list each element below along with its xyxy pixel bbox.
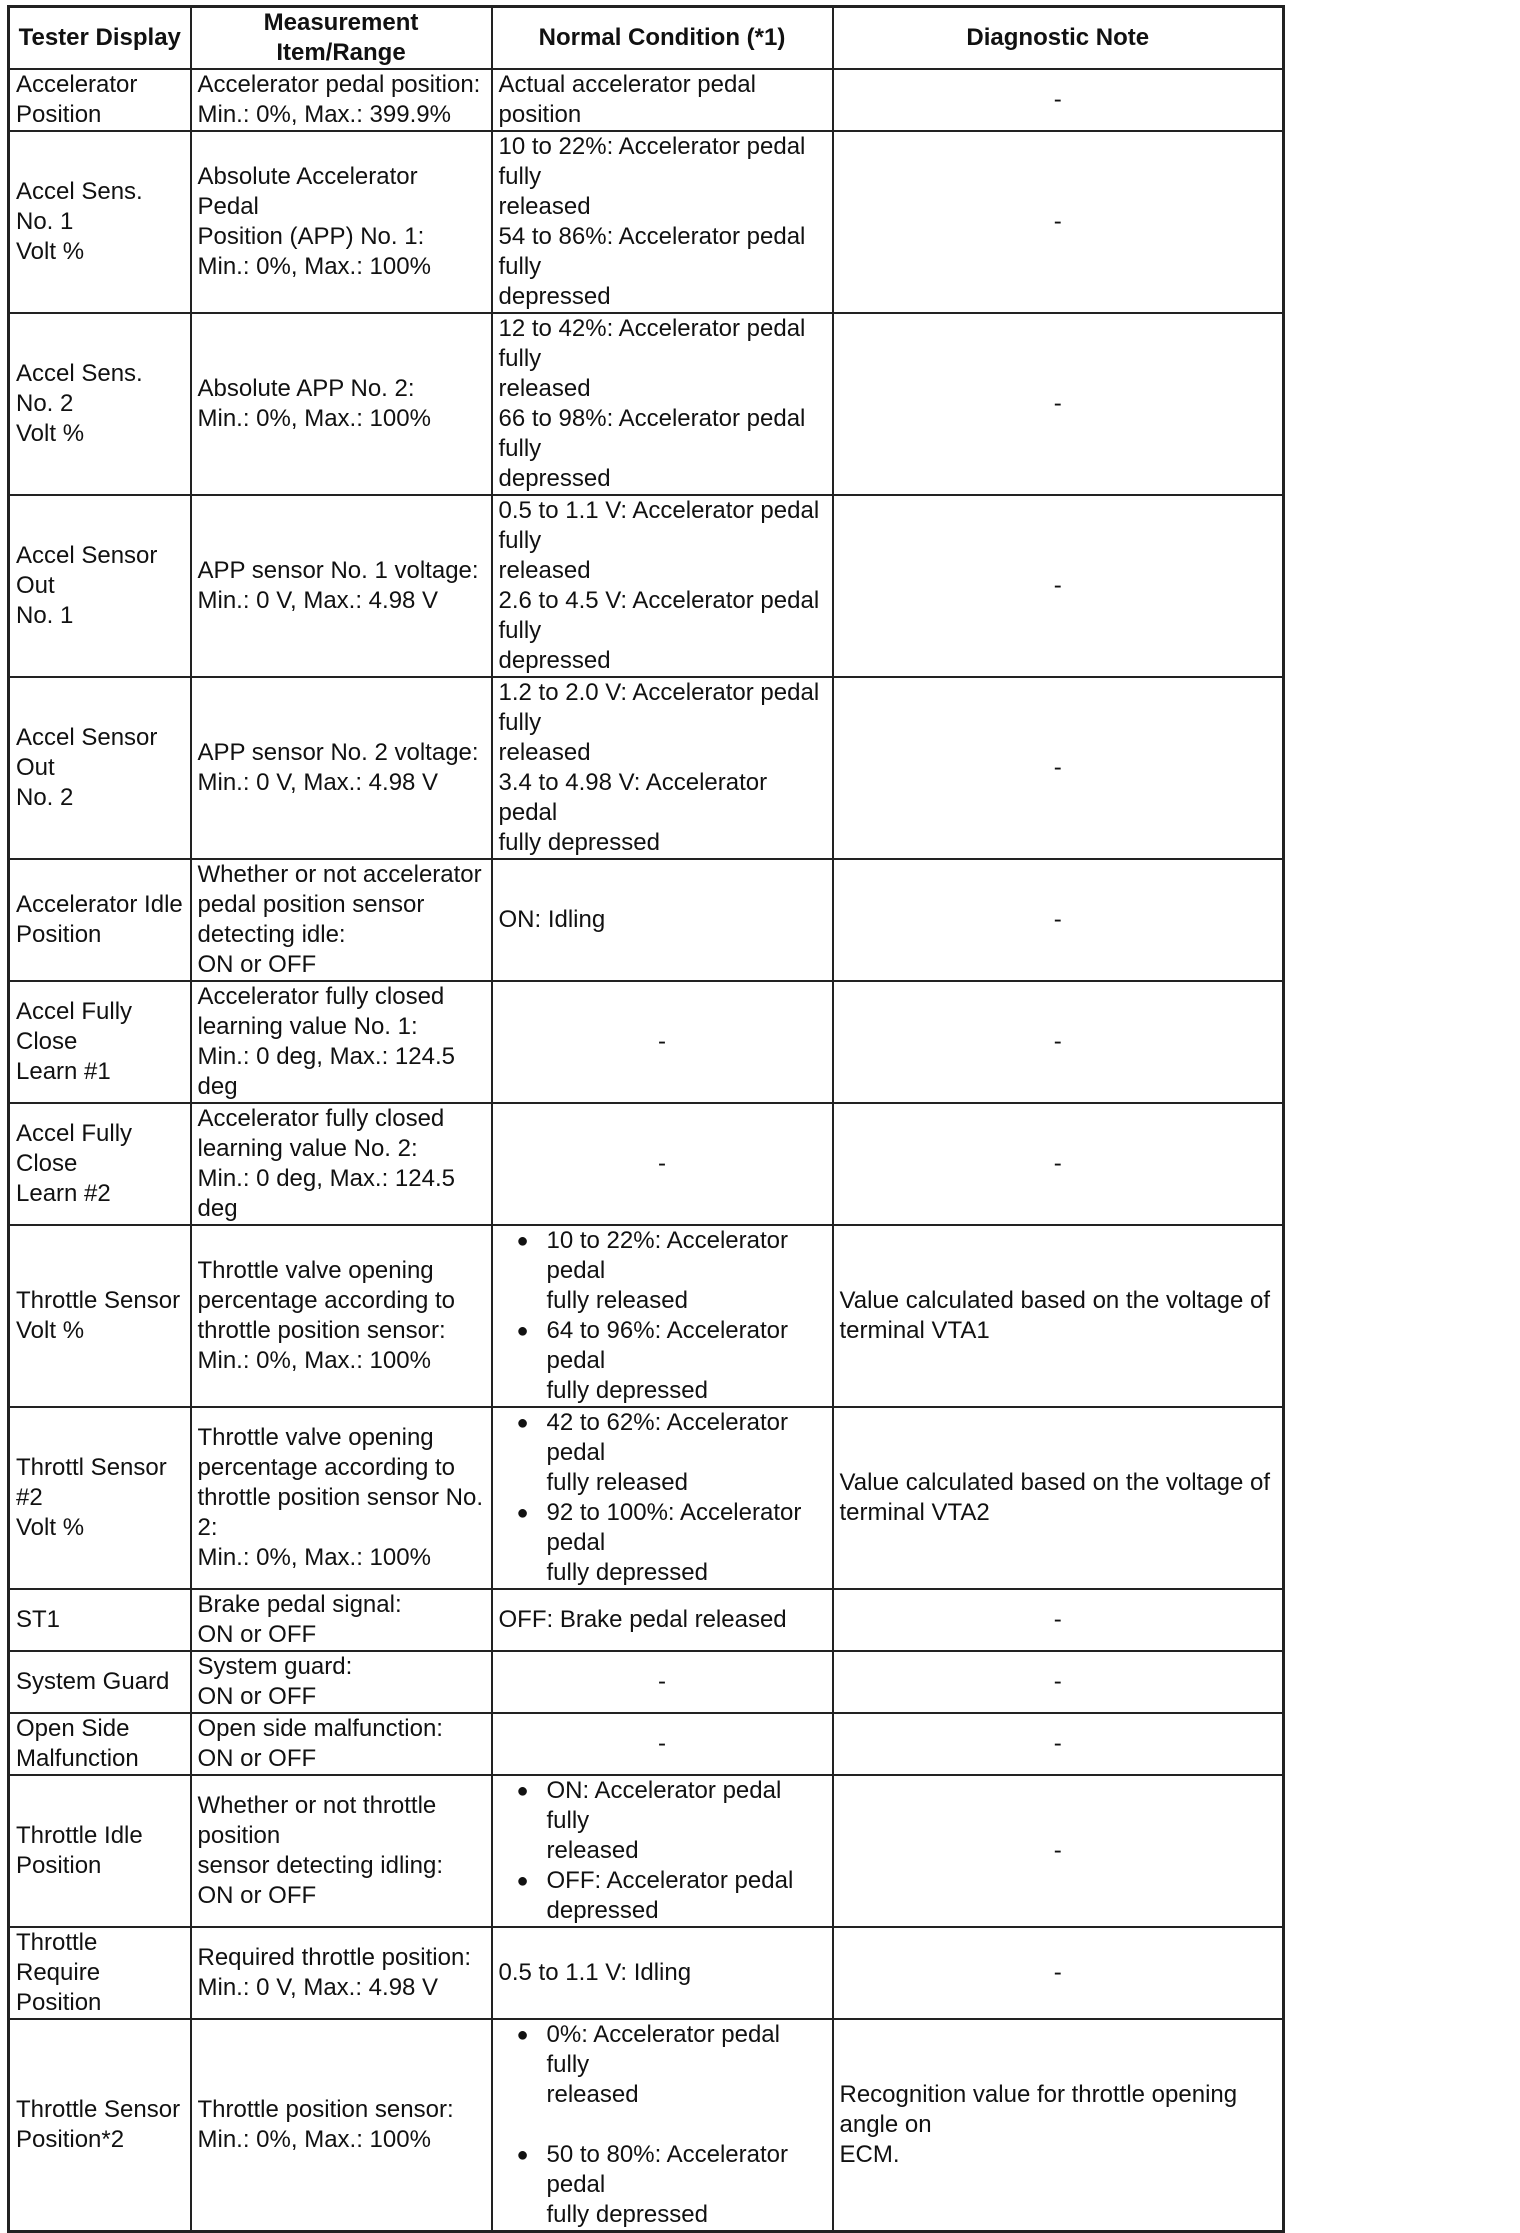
cell-line: - bbox=[1053, 1837, 1062, 1864]
condition-bullet-list bbox=[499, 1776, 826, 1926]
cell-line: Accel Sensor Out bbox=[16, 542, 158, 599]
condition-bullet-list bbox=[499, 1408, 826, 1588]
cell-line: Position bbox=[16, 1852, 102, 1879]
cell-line: 1.2 to 2.0 V: Accelerator pedal fully bbox=[498, 679, 820, 736]
cell-measurement-item bbox=[191, 677, 492, 859]
cell-tester-display bbox=[9, 495, 191, 677]
cell-line: Volt % bbox=[16, 420, 85, 447]
cell-line: fully depressed bbox=[546, 1377, 708, 1404]
cell-line: ON or OFF bbox=[197, 1745, 317, 1772]
cell-line: Malfunction bbox=[16, 1745, 139, 1772]
cell-normal-condition bbox=[492, 2019, 833, 2232]
cell-line: fully depressed bbox=[546, 2201, 708, 2228]
cell-line: No. 1 bbox=[16, 602, 74, 629]
cell-line: Min.: 0 V, Max.: 4.98 V bbox=[197, 1974, 439, 2001]
cell-line: - bbox=[1053, 754, 1062, 781]
table-row bbox=[9, 677, 1284, 859]
cell-line: fully depressed bbox=[546, 1559, 708, 1586]
cell-line: Position (APP) No. 1: bbox=[197, 223, 425, 250]
condition-bullet-item bbox=[499, 1866, 826, 1926]
cell-diagnostic-note bbox=[833, 859, 1284, 981]
cell-line: Position bbox=[16, 921, 102, 948]
cell-line: Throttl Sensor #2 bbox=[16, 1454, 167, 1511]
cell-line: Accelerator bbox=[16, 71, 138, 98]
cell-line: 2.6 to 4.5 V: Accelerator pedal fully bbox=[498, 587, 820, 644]
header-measurement-item: Measurement Item/Range bbox=[191, 7, 492, 70]
cell-tester-display bbox=[9, 69, 191, 131]
cell-line: learning value No. 2: bbox=[197, 1135, 418, 1162]
cell-line: throttle position sensor No. 2: bbox=[197, 1484, 483, 1541]
cell-line: Value calculated based on the voltage of bbox=[839, 1287, 1271, 1314]
cell-line: - bbox=[658, 1668, 666, 1695]
cell-tester-display bbox=[9, 677, 191, 859]
cell-line: percentage according to bbox=[197, 1454, 456, 1481]
cell-measurement-item bbox=[191, 1713, 492, 1775]
cell-line: - bbox=[1053, 1668, 1062, 1695]
cell-line: Volt % bbox=[16, 1514, 85, 1541]
cell-line: Required throttle position: bbox=[197, 1944, 471, 1971]
cell-measurement-item bbox=[191, 2019, 492, 2232]
cell-normal-condition bbox=[492, 131, 833, 313]
cell-line: OFF: Brake pedal released bbox=[498, 1606, 787, 1633]
table-row bbox=[9, 69, 1284, 131]
cell-normal-condition bbox=[492, 859, 833, 981]
cell-line: ● ON: Accelerator pedal fully bbox=[546, 1777, 782, 1834]
cell-line: released bbox=[546, 1837, 639, 1864]
cell-line: Accelerator fully closed bbox=[197, 983, 445, 1010]
table-row bbox=[9, 1651, 1284, 1713]
cell-line: depressed bbox=[546, 1897, 659, 1924]
cell-measurement-item bbox=[191, 1775, 492, 1927]
cell-diagnostic-note bbox=[833, 1651, 1284, 1713]
cell-line: depressed bbox=[498, 647, 611, 674]
cell-measurement-item bbox=[191, 1103, 492, 1225]
cell-measurement-item bbox=[191, 1927, 492, 2019]
table-row bbox=[9, 1103, 1284, 1225]
condition-bullet-list bbox=[499, 1226, 826, 1406]
cell-line: Min.: 0 V, Max.: 4.98 V bbox=[197, 587, 439, 614]
cell-diagnostic-note bbox=[833, 69, 1284, 131]
cell-normal-condition bbox=[492, 69, 833, 131]
cell-line: ON or OFF bbox=[197, 951, 317, 978]
cell-line: - bbox=[658, 1150, 666, 1177]
cell-tester-display bbox=[9, 1225, 191, 1407]
cell-line: released bbox=[498, 557, 591, 584]
cell-line: - bbox=[1053, 390, 1062, 417]
table-row bbox=[9, 1713, 1284, 1775]
cell-normal-condition bbox=[492, 1927, 833, 2019]
cell-line: 0.5 to 1.1 V: Accelerator pedal fully bbox=[498, 497, 820, 554]
cell-line: - bbox=[1053, 208, 1062, 235]
cell-line: Throttle Require bbox=[16, 1929, 101, 1986]
cell-line: Throttle position sensor: bbox=[197, 2096, 454, 2123]
cell-line: Whether or not throttle position bbox=[197, 1792, 437, 1849]
cell-tester-display bbox=[9, 1589, 191, 1651]
cell-normal-condition bbox=[492, 1103, 833, 1225]
condition-bullet-item bbox=[499, 2020, 826, 2110]
cell-diagnostic-note bbox=[833, 1103, 1284, 1225]
cell-line: Min.: 0%, Max.: 100% bbox=[197, 405, 431, 432]
cell-normal-condition bbox=[492, 1775, 833, 1927]
cell-line: fully released bbox=[546, 1287, 688, 1314]
cell-line: ● 10 to 22%: Accelerator pedal bbox=[546, 1227, 788, 1284]
table-row bbox=[9, 1775, 1284, 1927]
cell-diagnostic-note bbox=[833, 1927, 1284, 2019]
cell-tester-display bbox=[9, 1713, 191, 1775]
cell-line: Absolute APP No. 2: bbox=[197, 375, 415, 402]
cell-line: ON or OFF bbox=[197, 1621, 317, 1648]
cell-line: Accel Fully Close bbox=[16, 1120, 133, 1177]
cell-measurement-item bbox=[191, 981, 492, 1103]
condition-bullet-list bbox=[499, 2020, 826, 2230]
cell-line: - bbox=[1053, 1028, 1062, 1055]
cell-normal-condition bbox=[492, 981, 833, 1103]
cell-normal-condition bbox=[492, 1407, 833, 1589]
header-normal-condition: Normal Condition (*1) bbox=[492, 7, 833, 70]
cell-line: Accelerator fully closed bbox=[197, 1105, 445, 1132]
cell-line: Brake pedal signal: bbox=[197, 1591, 402, 1618]
cell-line: Min.: 0%, Max.: 399.9% bbox=[197, 101, 451, 128]
cell-tester-display bbox=[9, 1103, 191, 1225]
cell-line: Throttle Idle bbox=[16, 1822, 143, 1849]
cell-line: 66 to 98%: Accelerator pedal fully bbox=[498, 405, 806, 462]
table-header-row bbox=[9, 7, 1284, 70]
cell-normal-condition bbox=[492, 313, 833, 495]
cell-normal-condition bbox=[492, 677, 833, 859]
cell-line: terminal VTA1 bbox=[839, 1317, 990, 1344]
condition-bullet-item bbox=[499, 1316, 826, 1406]
condition-bullet-item bbox=[499, 1498, 826, 1588]
condition-bullet-item bbox=[499, 1776, 826, 1866]
cell-tester-display bbox=[9, 131, 191, 313]
cell-line: Accelerator pedal position: bbox=[197, 71, 481, 98]
cell-measurement-item bbox=[191, 1225, 492, 1407]
cell-line: APP sensor No. 1 voltage: bbox=[197, 557, 479, 584]
cell-tester-display bbox=[9, 1651, 191, 1713]
cell-line: ● 42 to 62%: Accelerator pedal bbox=[546, 1409, 788, 1466]
cell-diagnostic-note bbox=[833, 1713, 1284, 1775]
cell-line: Throttle valve opening bbox=[197, 1257, 434, 1284]
cell-tester-display bbox=[9, 1927, 191, 2019]
cell-line: System guard: bbox=[197, 1653, 353, 1680]
cell-line: - bbox=[1053, 1150, 1062, 1177]
cell-line: Min.: 0%, Max.: 100% bbox=[197, 1544, 431, 1571]
cell-line: ON: Idling bbox=[498, 906, 606, 933]
table-row bbox=[9, 1927, 1284, 2019]
cell-line: ● 92 to 100%: Accelerator pedal bbox=[546, 1499, 802, 1556]
cell-line: Volt % bbox=[16, 1317, 85, 1344]
cell-line: - bbox=[1053, 1606, 1062, 1633]
cell-line: - bbox=[1053, 1959, 1062, 1986]
cell-diagnostic-note bbox=[833, 2019, 1284, 2232]
cell-line: Throttle Sensor bbox=[16, 2096, 181, 2123]
cell-line: learning value No. 1: bbox=[197, 1013, 418, 1040]
cell-diagnostic-note bbox=[833, 981, 1284, 1103]
cell-line: Min.: 0 V, Max.: 4.98 V bbox=[197, 769, 439, 796]
cell-line: depressed bbox=[498, 465, 611, 492]
cell-line: Min.: 0 deg, Max.: 124.5 deg bbox=[197, 1165, 455, 1222]
cell-measurement-item bbox=[191, 313, 492, 495]
cell-line: Position bbox=[16, 101, 102, 128]
cell-line: Open Side bbox=[16, 1715, 130, 1742]
cell-line: released bbox=[498, 739, 591, 766]
cell-line: System Guard bbox=[16, 1668, 170, 1695]
table-row bbox=[9, 131, 1284, 313]
cell-line: released bbox=[498, 375, 591, 402]
cell-line: Value calculated based on the voltage of bbox=[839, 1469, 1271, 1496]
cell-measurement-item bbox=[191, 1651, 492, 1713]
cell-line: ● 64 to 96%: Accelerator pedal bbox=[546, 1317, 788, 1374]
table-row bbox=[9, 1589, 1284, 1651]
condition-bullet-item bbox=[499, 1226, 826, 1316]
cell-measurement-item bbox=[191, 69, 492, 131]
cell-line: - bbox=[1053, 906, 1062, 933]
cell-line: 12 to 42%: Accelerator pedal fully bbox=[498, 315, 806, 372]
cell-line: - bbox=[1053, 1730, 1062, 1757]
cell-diagnostic-note bbox=[833, 495, 1284, 677]
cell-line: Accelerator Idle bbox=[16, 891, 183, 918]
cell-tester-display bbox=[9, 1775, 191, 1927]
cell-line: Accel Sens. No. 2 bbox=[16, 360, 143, 417]
cell-line: ● 50 to 80%: Accelerator pedal bbox=[546, 2141, 788, 2198]
cell-line: pedal position sensor bbox=[197, 891, 425, 918]
table-row bbox=[9, 2019, 1284, 2232]
table-row bbox=[9, 313, 1284, 495]
cell-line: Absolute Accelerator Pedal bbox=[197, 163, 418, 220]
table-row bbox=[9, 1225, 1284, 1407]
cell-line: Accel Fully Close bbox=[16, 998, 133, 1055]
cell-tester-display bbox=[9, 859, 191, 981]
cell-line: Volt % bbox=[16, 238, 85, 265]
cell-line: Position*2 bbox=[16, 2126, 125, 2153]
cell-measurement-item bbox=[191, 1407, 492, 1589]
cell-line: Learn #2 bbox=[16, 1180, 111, 1207]
cell-measurement-item bbox=[191, 131, 492, 313]
cell-diagnostic-note bbox=[833, 313, 1284, 495]
cell-line: Min.: 0%, Max.: 100% bbox=[197, 253, 431, 280]
cell-line: No. 2 bbox=[16, 784, 74, 811]
cell-line: ON or OFF bbox=[197, 1683, 317, 1710]
cell-line: 54 to 86%: Accelerator pedal fully bbox=[498, 223, 806, 280]
table-row bbox=[9, 1407, 1284, 1589]
cell-tester-display bbox=[9, 1407, 191, 1589]
cell-diagnostic-note bbox=[833, 1775, 1284, 1927]
cell-diagnostic-note bbox=[833, 131, 1284, 313]
cell-normal-condition bbox=[492, 1589, 833, 1651]
cell-line: fully depressed bbox=[498, 829, 660, 856]
cell-line: throttle position sensor: bbox=[197, 1317, 446, 1344]
cell-line: - bbox=[1053, 572, 1062, 599]
header-tester-display: Tester Display bbox=[9, 7, 191, 70]
table-row bbox=[9, 495, 1284, 677]
cell-line: - bbox=[658, 1028, 666, 1055]
cell-diagnostic-note bbox=[833, 1407, 1284, 1589]
cell-tester-display bbox=[9, 313, 191, 495]
cell-line: Throttle Sensor bbox=[16, 1287, 181, 1314]
cell-line: ST1 bbox=[16, 1606, 61, 1633]
cell-line: Recognition value for throttle opening angle on bbox=[839, 2081, 1238, 2138]
cell-line: ECM. bbox=[839, 2141, 900, 2168]
cell-line: Min.: 0 deg, Max.: 124.5 deg bbox=[197, 1043, 455, 1100]
cell-line: Min.: 0%, Max.: 100% bbox=[197, 2126, 431, 2153]
diagnostic-data-table bbox=[7, 5, 1285, 2233]
cell-line: depressed bbox=[498, 283, 611, 310]
cell-line: ON or OFF bbox=[197, 1882, 317, 1909]
cell-line: detecting idle: bbox=[197, 921, 346, 948]
cell-line: released bbox=[498, 193, 591, 220]
cell-line: - bbox=[658, 1730, 666, 1757]
cell-line: 10 to 22%: Accelerator pedal fully bbox=[498, 133, 806, 190]
cell-line: 3.4 to 4.98 V: Accelerator pedal bbox=[498, 769, 768, 826]
cell-line: Accel Sens. No. 1 bbox=[16, 178, 143, 235]
cell-line: Open side malfunction: bbox=[197, 1715, 443, 1742]
cell-line: Actual accelerator pedal position bbox=[498, 71, 756, 128]
table-row bbox=[9, 981, 1284, 1103]
cell-diagnostic-note bbox=[833, 1225, 1284, 1407]
cell-measurement-item bbox=[191, 859, 492, 981]
cell-line: Min.: 0%, Max.: 100% bbox=[197, 1347, 431, 1374]
cell-line: Position bbox=[16, 1989, 102, 2016]
cell-measurement-item bbox=[191, 1589, 492, 1651]
cell-tester-display bbox=[9, 981, 191, 1103]
cell-normal-condition bbox=[492, 1651, 833, 1713]
cell-line: released bbox=[546, 2081, 639, 2108]
cell-line: fully released bbox=[546, 1469, 688, 1496]
cell-line: ● OFF: Accelerator pedal bbox=[546, 1867, 794, 1894]
cell-line: Whether or not accelerator bbox=[197, 861, 482, 888]
cell-normal-condition bbox=[492, 1225, 833, 1407]
cell-tester-display bbox=[9, 2019, 191, 2232]
cell-diagnostic-note bbox=[833, 677, 1284, 859]
cell-line: Accel Sensor Out bbox=[16, 724, 158, 781]
table-row bbox=[9, 859, 1284, 981]
cell-normal-condition bbox=[492, 1713, 833, 1775]
cell-line: sensor detecting idling: bbox=[197, 1852, 443, 1879]
cell-line: - bbox=[1053, 86, 1062, 113]
cell-line: percentage according to bbox=[197, 1287, 456, 1314]
cell-normal-condition bbox=[492, 495, 833, 677]
cell-measurement-item bbox=[191, 495, 492, 677]
condition-bullet-item bbox=[499, 2140, 826, 2230]
condition-bullet-item bbox=[499, 1408, 826, 1498]
cell-line: 0.5 to 1.1 V: Idling bbox=[498, 1959, 692, 1986]
cell-line: terminal VTA2 bbox=[839, 1499, 990, 1526]
cell-line: APP sensor No. 2 voltage: bbox=[197, 739, 479, 766]
cell-diagnostic-note bbox=[833, 1589, 1284, 1651]
cell-line: Throttle valve opening bbox=[197, 1424, 434, 1451]
cell-line: ● 0%: Accelerator pedal fully bbox=[546, 2021, 780, 2078]
cell-line: Learn #1 bbox=[16, 1058, 111, 1085]
header-diagnostic-note: Diagnostic Note bbox=[833, 7, 1284, 70]
